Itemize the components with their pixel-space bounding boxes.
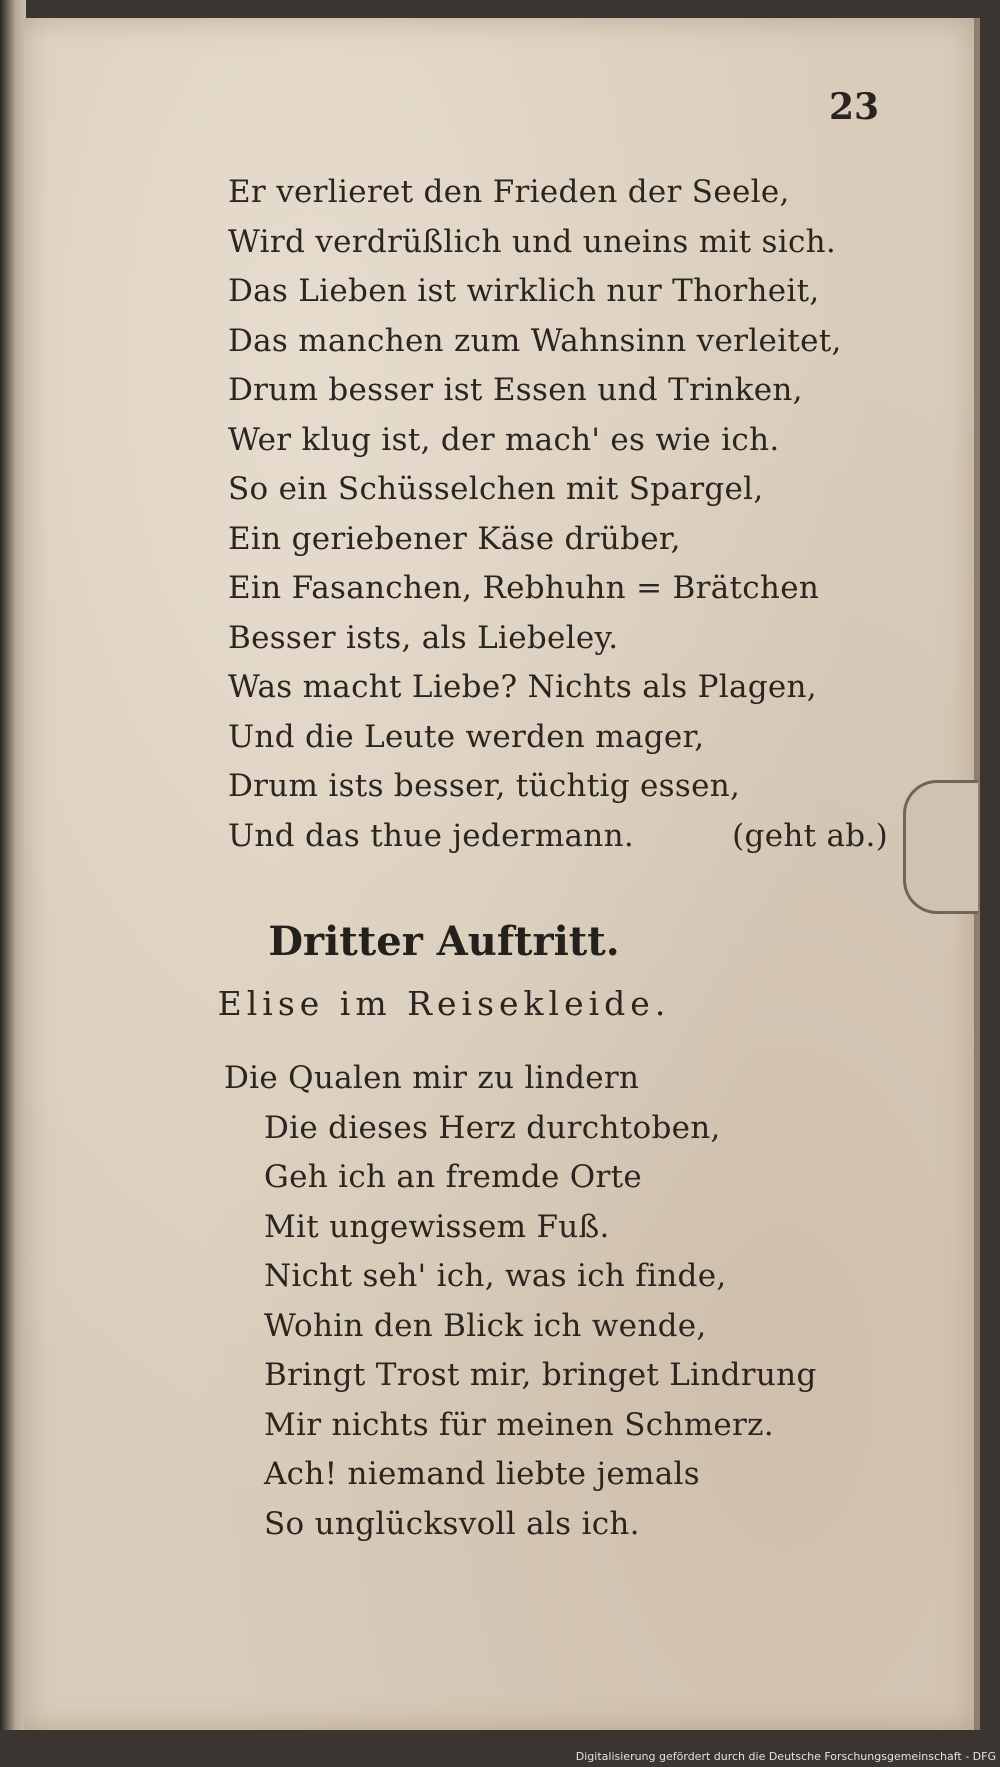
poem-line: Ein Fasanchen, Rebhuhn = Brätchen: [228, 570, 820, 606]
poem-line: Er verlieret den Frieden der Seele,: [228, 174, 790, 210]
poem-line: Mit ungewissem Fuß.: [264, 1208, 610, 1245]
poem-line: Bringt Trost mir, bringet Lindrung: [264, 1357, 817, 1393]
poem-line: Wer klug ist, der mach' es wie ich.: [228, 421, 780, 458]
poem-line: Ein geriebener Käse drüber,: [228, 520, 681, 557]
poem-line: Besser ists, als Liebeley.: [228, 619, 619, 656]
poem-line: Das Lieben ist wirklich nur Thorheit,: [228, 273, 820, 309]
poem-line: Geh ich an fremde Orte: [264, 1159, 643, 1195]
poem-line: Wohin den Blick ich wende,: [264, 1307, 707, 1344]
page-number: 23: [829, 86, 880, 128]
poem-line: Was macht Liebe? Nichts als Plagen,: [228, 669, 817, 705]
stage-direction: (geht ab.): [732, 817, 888, 854]
book-spine-edge: [0, 0, 26, 1730]
poem-line: Die Qualen mir zu lindern: [224, 1060, 640, 1096]
scene-subheading: Elise im Reisekleide.: [217, 984, 671, 1023]
poem-line: Mir nichts für meinen Schmerz.: [264, 1406, 774, 1443]
poem-line: Drum ists besser, tüchtig essen,: [228, 768, 741, 804]
poem-section-2: [224, 1054, 924, 1549]
poem-line: Das manchen zum Wahnsinn verleitet,: [228, 322, 842, 359]
poem-section-1: [228, 168, 928, 861]
poem-line: So ein Schüsselchen mit Spargel,: [228, 471, 764, 507]
digitization-credit: Digitalisierung gefördert durch die Deutsche Forschungsgemeinschaft - DFG: [575, 1750, 996, 1763]
poem-line: Die dieses Herz durchtoben,: [264, 1109, 721, 1146]
poem-last-line-row: [228, 812, 888, 862]
poem-line: Und das thue jedermann.: [228, 817, 634, 854]
scene-heading: Dritter Auftritt.: [268, 918, 620, 965]
poem-line: Nicht seh' ich, was ich finde,: [264, 1258, 727, 1294]
poem-line: So unglücksvoll als ich.: [264, 1505, 640, 1542]
poem-line: Wird verdrüßlich und uneins mit sich.: [228, 223, 837, 260]
poem-line: Ach! niemand liebte jemals: [264, 1456, 700, 1492]
poem-line: Und die Leute werden mager,: [228, 718, 705, 755]
poem-line: Drum besser ist Essen und Trinken,: [228, 372, 803, 408]
book-page: [24, 18, 980, 1730]
